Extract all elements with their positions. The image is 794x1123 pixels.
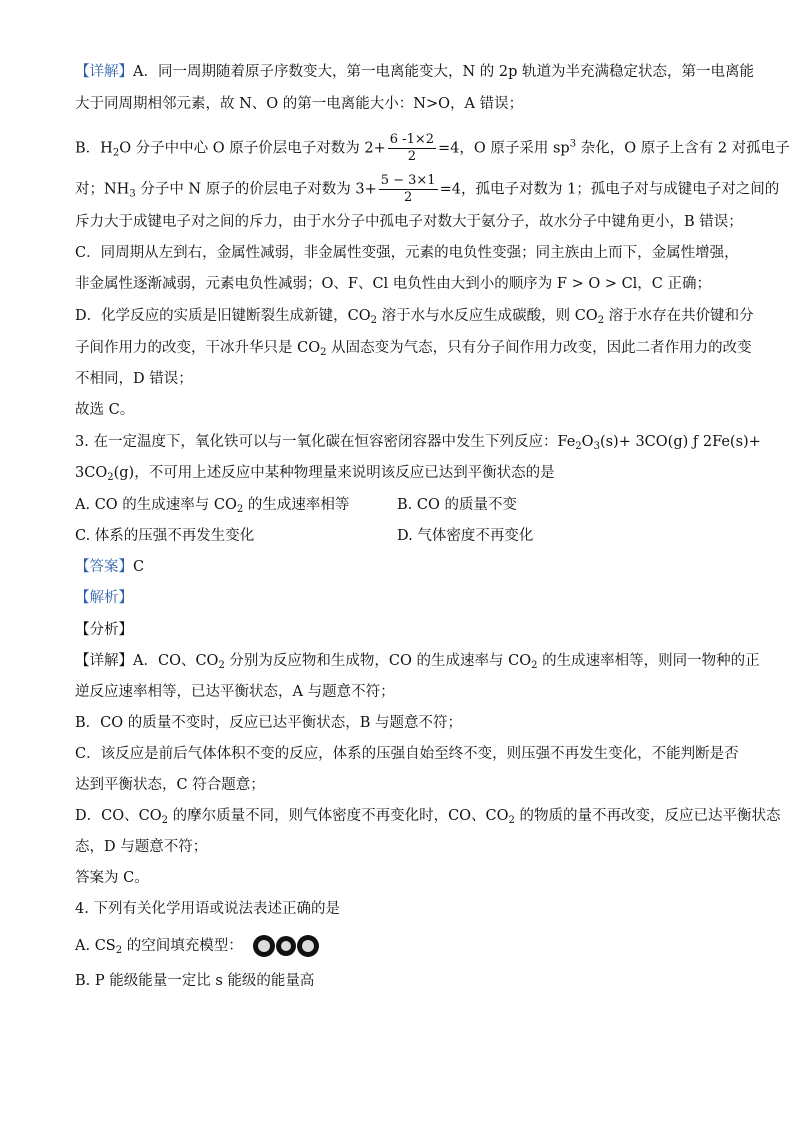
explanation-b-line3: 斥力大于成键电子对之间的斥力，由于水分子中孤电子对数大于氨分子，故水分子中键角更小，B 错误； (75, 214, 743, 230)
subscript: 3 (593, 441, 600, 452)
subscript: 2 (320, 347, 327, 358)
q3-option-c: C. 体系的压强不再发生变化 (75, 528, 255, 544)
explanation-b-line2 (75, 173, 779, 206)
text: 分别为反应物和生成物，CO 的生成速率与 CO (224, 653, 532, 669)
text: 的物质的量不再改变，反应已达平衡状态 (514, 808, 781, 824)
text: 分子中 N 原子的价层电子对数为 3+ (135, 181, 377, 198)
text: O 分子中中心 O 原子价层电子对数为 2+ (119, 140, 386, 157)
q3-detail-c-line1: C．该反应是前后气体体积不变的反应，体系的压强自始至终不变，则压强不再发生变化，不能判断是否 (75, 746, 739, 762)
subscript: 2 (508, 815, 515, 826)
explanation-c-line1: C．同周期从左到右，金属性减弱，非金属性变强，元素的电负性变强；同主族由上而下，金属性增强， (75, 245, 739, 261)
denominator: 2 (404, 190, 413, 205)
text: 的生成速率相等 (243, 497, 350, 513)
numerator: 5 − 3×1 (380, 173, 436, 188)
text: D．CO、CO (75, 808, 162, 824)
q3-option-b: B. CO 的质量不变 (397, 497, 517, 513)
text: A．CO、CO (133, 653, 219, 669)
text: 的生成速率相等，则同一物种的正 (537, 653, 760, 669)
fraction (379, 173, 438, 206)
subscript: 2 (531, 660, 538, 671)
explanation-c-line2: 非金属性逐渐减弱，元素电负性减弱；O、F、Cl 电负性由大到小的顺序为 F > O > Cl，C 正确； (75, 276, 712, 292)
superscript: 3 (569, 138, 577, 150)
detail-tag: 【详解】 (75, 64, 133, 80)
question-3-stem-line1 (75, 432, 761, 452)
fraction (388, 132, 436, 165)
text: 杂化，O 原子上含有 2 对孤电子 (576, 140, 790, 157)
text: (s)+ 3CO(g) ƒ 2Fe(s)+ (599, 434, 761, 450)
text: 溶于水与水反应生成碳酸，则 CO (376, 308, 598, 324)
q3-detail-a-line1 (75, 651, 760, 671)
answer-tag: 【答案】 (75, 559, 133, 575)
text: (g)，不可用上述反应中某种物理量来说明该反应已达到平衡状态的是 (113, 465, 555, 481)
text: 子间作用力的改变，干冰升华只是 CO (75, 340, 321, 356)
explanation-a-line1 (75, 62, 754, 82)
numerator: 6 -1×2 (389, 132, 435, 147)
q3-option-a (75, 495, 349, 515)
q3-detail-d-line2: 态，D 与题意不符； (75, 839, 208, 855)
text: A．同一周期随着原子序数变大，第一电离能变大，N 的 2p 轨道为半充满稳定状态，第一电离能 (133, 64, 754, 80)
subscript: 2 (575, 441, 582, 452)
subscript: 2 (112, 147, 120, 159)
text: 溶于水存在共价键和分 (604, 308, 754, 324)
q4-option-a (75, 934, 321, 958)
text: B．H (75, 140, 113, 157)
subscript: 2 (370, 315, 377, 326)
question-4-stem: 4. 下列有关化学用语或说法表述正确的是 (75, 901, 340, 917)
subscript: 2 (107, 472, 114, 483)
subscript: 2 (218, 660, 225, 671)
explanation-d-line1 (75, 306, 754, 326)
text: O (581, 434, 594, 450)
subscript: 3 (129, 188, 136, 200)
subscript: 2 (115, 945, 123, 956)
q3-conclusion: 答案为 C。 (75, 870, 149, 886)
text: 3. 在一定温度下，氧化铁可以与一氧化碳在恒容密闭容器中发生下列反应：Fe (75, 434, 576, 450)
fenxi-tag: 【分析】 (75, 622, 133, 638)
subscript: 2 (161, 815, 168, 826)
conclusion-line: 故选 C。 (75, 402, 135, 418)
q3-detail-d-line1 (75, 806, 781, 826)
q3-detail-c-line2: 达到平衡状态，C 符合题意； (75, 777, 265, 793)
text: A. CO 的生成速率与 CO (75, 497, 237, 513)
explanation-b-line1 (75, 132, 790, 165)
fenxi-line (75, 620, 133, 640)
q3-detail-a-line2: 逆反应速率相等，已达平衡状态，A 与题意不符； (75, 684, 395, 700)
q3-option-d: D. 气体密度不再变化 (397, 528, 534, 544)
text: =4，O 原子采用 sp (438, 140, 570, 157)
analysis-tag: 【解析】 (75, 590, 133, 606)
text: 的摩尔质量不同，则气体密度不再变化时，CO、CO (167, 808, 509, 824)
text: 从固态变为气态，只有分子间作用力改变，因此二者作用力的改变 (326, 340, 752, 356)
analysis-tag-line (75, 588, 133, 608)
explanation-d-line3: 不相同，D 错误； (75, 371, 193, 387)
text: =4，孤电子对数为 1；孤电子对与成键电子对之间的 (439, 181, 780, 198)
question-3-stem-line2 (75, 463, 555, 483)
answer-line (75, 557, 144, 577)
q4-option-b: B. P 能级能量一定比 s 能级的能量高 (75, 973, 315, 989)
subscript: 2 (236, 504, 244, 515)
cs2-space-filling-model-icon (251, 934, 321, 958)
text: A. CS (75, 938, 116, 954)
denominator: 2 (407, 149, 417, 164)
detail-tag: 【详解】 (75, 653, 133, 669)
text: 对；NH (75, 181, 130, 198)
text: 3CO (75, 465, 108, 481)
explanation-a-line2: 大于同周期相邻元素，故 N、O 的第一电离能大小：N>O，A 错误； (75, 96, 524, 112)
answer-value: C (133, 559, 145, 575)
text: D．化学反应的实质是旧键断裂生成新键，CO (75, 308, 371, 324)
subscript: 2 (597, 315, 605, 326)
explanation-d-line2 (75, 338, 752, 358)
text: 的空间填充模型： (122, 938, 243, 954)
q3-detail-b: B．CO 的质量不变时，反应已达平衡状态，B 与题意不符； (75, 715, 463, 731)
